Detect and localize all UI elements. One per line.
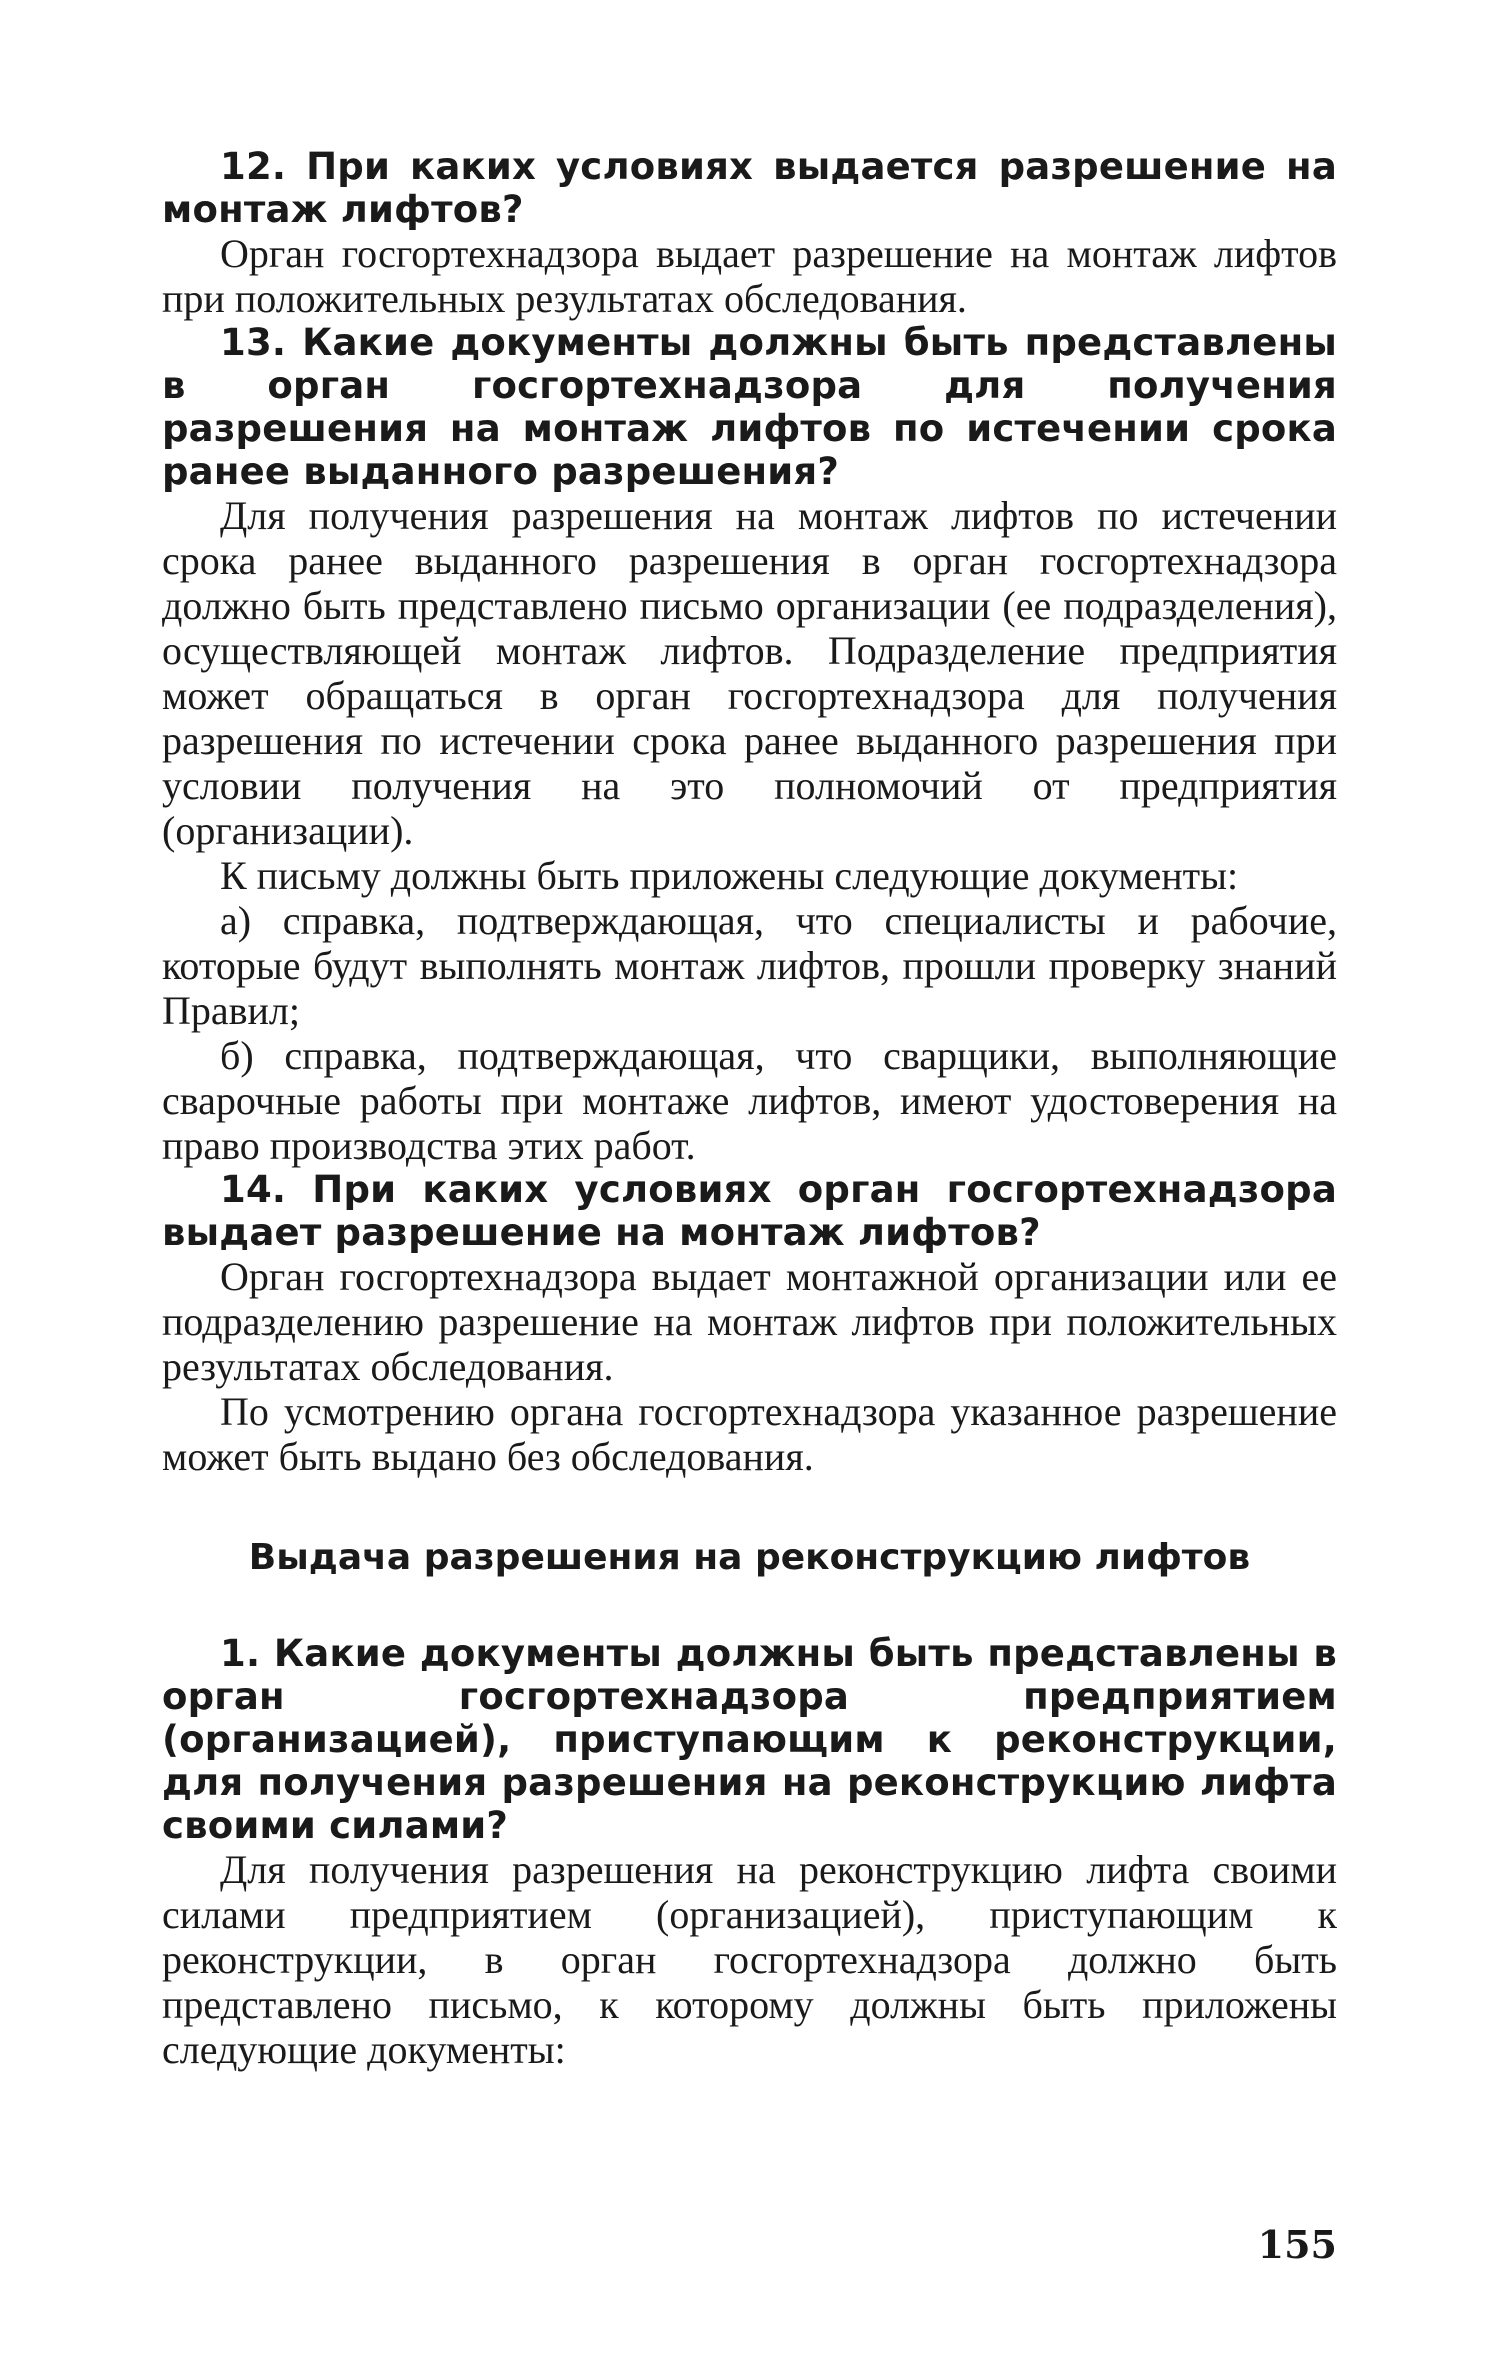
section-heading: Выдача разрешения на реконструкцию лифтов xyxy=(248,1537,1251,1578)
question-12: 12. При каких условиях выдается разрешение на монтаж лифтов? xyxy=(162,145,1337,231)
question-13: 13. Какие документы должны быть представлены в орган госгортехнадзора для получения разрешения на монтаж лифтов по истечении срока ранее выданного разрешения? xyxy=(162,321,1337,493)
section-answer-1: Для получения разрешения на реконструкцию лифта своими силами предприятием (организацией), приступающим к реконструкции, в орган госгортехнадзора должно быть представлено письмо, к которому должны быть приложены следующие документы: xyxy=(162,1847,1337,2072)
answer-13-item-a: а) справка, подтверждающая, что специалисты и рабочие, которые будут выполнять монтаж лифтов, прошли проверку знаний Правил; xyxy=(162,898,1337,1033)
question-14: 14. При каких условиях орган госгортехнадзора выдает разрешение на монтаж лифтов? xyxy=(162,1168,1337,1254)
page-body xyxy=(162,145,1337,2072)
answer-13-item-b: б) справка, подтверждающая, что сварщики, выполняющие сварочные работы при монтаже лифтов, имеют удостоверения на право производства этих работ. xyxy=(162,1033,1337,1168)
page-number: 155 xyxy=(1257,2222,1337,2267)
answer-13-paragraph-1: Для получения разрешения на монтаж лифтов по истечении срока ранее выданного разрешения в орган госгортехнадзора должно быть представлено письмо организации (ее подразделения), осуществляющей монтаж лифтов. Подразделение предприятия может обращаться в орган госгортехнадзора для получения разрешения по истечении срока ранее выданного разрешения при условии получения на это полномочий от предприятия (организации). xyxy=(162,493,1337,853)
section-question-1: 1. Какие документы должны быть представлены в орган госгортехнадзора предприятием (организацией), приступающим к реконструкции, для получения разрешения на реконструкцию лифта своими силами? xyxy=(162,1632,1337,1847)
answer-12: Орган госгортехнадзора выдает разрешение на монтаж лифтов при положительных результатах обследования. xyxy=(162,231,1337,321)
answer-14-paragraph-2: По усмотрению органа госгортехнадзора указанное разрешение может быть выдано без обследования. xyxy=(162,1389,1337,1479)
answer-14-paragraph-1: Орган госгортехнадзора выдает монтажной организации или ее подразделению разрешение на монтаж лифтов при положительных результатах обследования. xyxy=(162,1254,1337,1389)
answer-13-paragraph-2: К письму должны быть приложены следующие документы: xyxy=(220,853,1239,898)
